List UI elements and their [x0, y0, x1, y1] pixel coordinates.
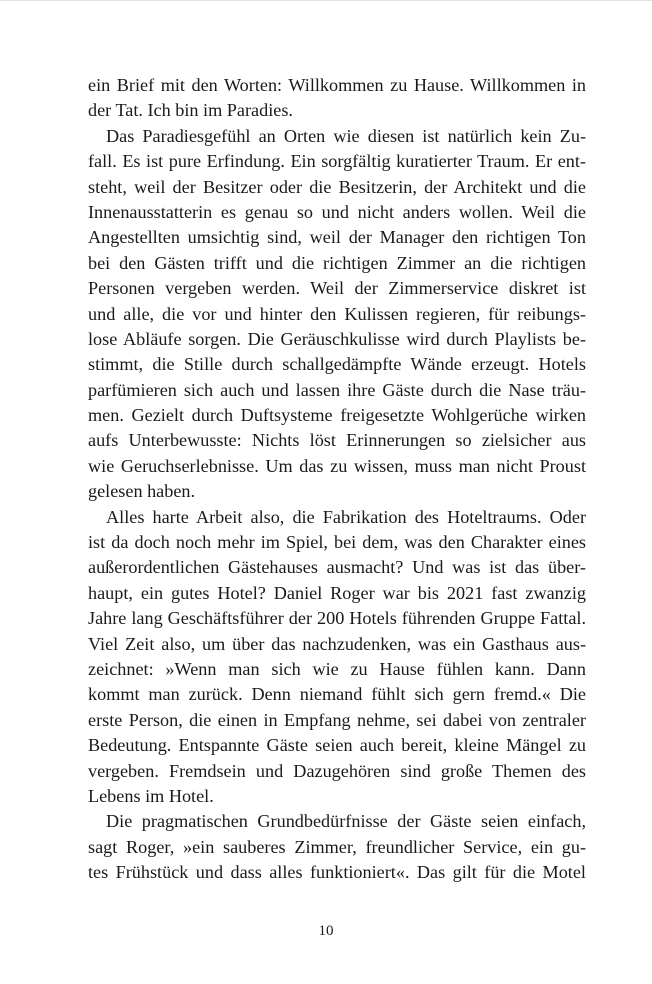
text-line: und alle, die vor und hinter den Kulissen regieren, für reibungs-: [88, 303, 586, 324]
text-line: erste Person, die einen in Empfang nehme, sei dabei von zentraler: [88, 709, 586, 730]
text-line: außerordentlichen Gästehauses ausmacht? Und was ist das über-: [88, 557, 586, 578]
text-line: Alles harte Arbeit also, die Fabrikation des Hoteltraums. Oder: [106, 506, 586, 527]
text-line: ist da doch noch mehr im Spiel, bei dem, was den Charakter eines: [88, 532, 586, 553]
text-line: ein Brief mit den Worten: Willkommen zu Hause. Willkommen in: [88, 75, 586, 95]
text-line: tes Frühstück und dass alles funktioniert«. Das gilt für die Motel: [88, 862, 586, 883]
text-line: sagt Roger, »ein sauberes Zimmer, freundlicher Service, ein gu-: [88, 836, 586, 857]
text-line: Innenausstatterin es genau so und nicht anders wollen. Weil die: [88, 201, 586, 222]
body-text: [88, 73, 586, 886]
text-line: Das Paradiesgefühl an Orten wie diesen ist natürlich kein Zu-: [106, 125, 586, 146]
text-line: haupt, ein gutes Hotel? Daniel Roger war bis 2021 fast zwanzig: [88, 582, 586, 603]
text-line: parfümieren sich auch und lassen ihre Gäste durch die Nase träu-: [88, 379, 586, 400]
text-line: bei den Gästen trifft und die richtigen Zimmer an die richtigen: [88, 252, 586, 273]
text-line: men. Gezielt durch Duftsysteme freigesetzte Wohlgerüche wirken: [88, 405, 586, 426]
text-line: Bedeutung. Entspannte Gäste seien auch bereit, kleine Mängel zu: [88, 735, 586, 756]
text-line: Lebens im Hotel.: [88, 785, 214, 806]
text-line: Personen vergeben werden. Weil der Zimmerservice diskret ist: [88, 278, 586, 299]
text-line: fall. Es ist pure Erfindung. Ein sorgfältig kuratierter Traum. Er ent-: [88, 151, 586, 172]
text-line: Angestellten umsichtig sind, weil der Manager den richtigen Ton: [88, 227, 586, 248]
text-line: lose Abläufe sorgen. Die Geräuschkulisse wird durch Playlists be-: [88, 328, 586, 349]
text-line: stimmt, die Stille durch schallgedämpfte Wände erzeugt. Hotels: [88, 354, 586, 375]
text-line: zeichnet: »Wenn man sich wie zu Hause fühlen kann. Dann: [88, 658, 586, 679]
text-line: aufs Unterbewusste: Nichts löst Erinnerungen so zielsicher aus: [88, 430, 586, 451]
text-line: Viel Zeit also, um über das nachzudenken, was ein Gasthaus aus-: [88, 633, 586, 654]
text-line: wie Geruchserlebnisse. Um das zu wissen, muss man nicht Proust: [88, 455, 586, 476]
text-line: steht, weil der Besitzer oder die Besitzerin, der Architekt und die: [88, 176, 586, 197]
text-line: Die pragmatischen Grundbedürfnisse der Gäste seien einfach,: [106, 811, 586, 832]
text-line: gelesen haben.: [88, 481, 196, 502]
text-line: Jahre lang Geschäftsführer der 200 Hotels führenden Gruppe Fattal.: [88, 608, 586, 629]
text-line: kommt man zurück. Denn niemand fühlt sich gern fremd.« Die: [88, 684, 586, 705]
text-line: vergeben. Fremdsein und Dazugehören sind große Themen des: [88, 760, 586, 781]
page-number: 10: [318, 923, 334, 939]
text-line: der Tat. Ich bin im Paradies.: [88, 100, 293, 121]
